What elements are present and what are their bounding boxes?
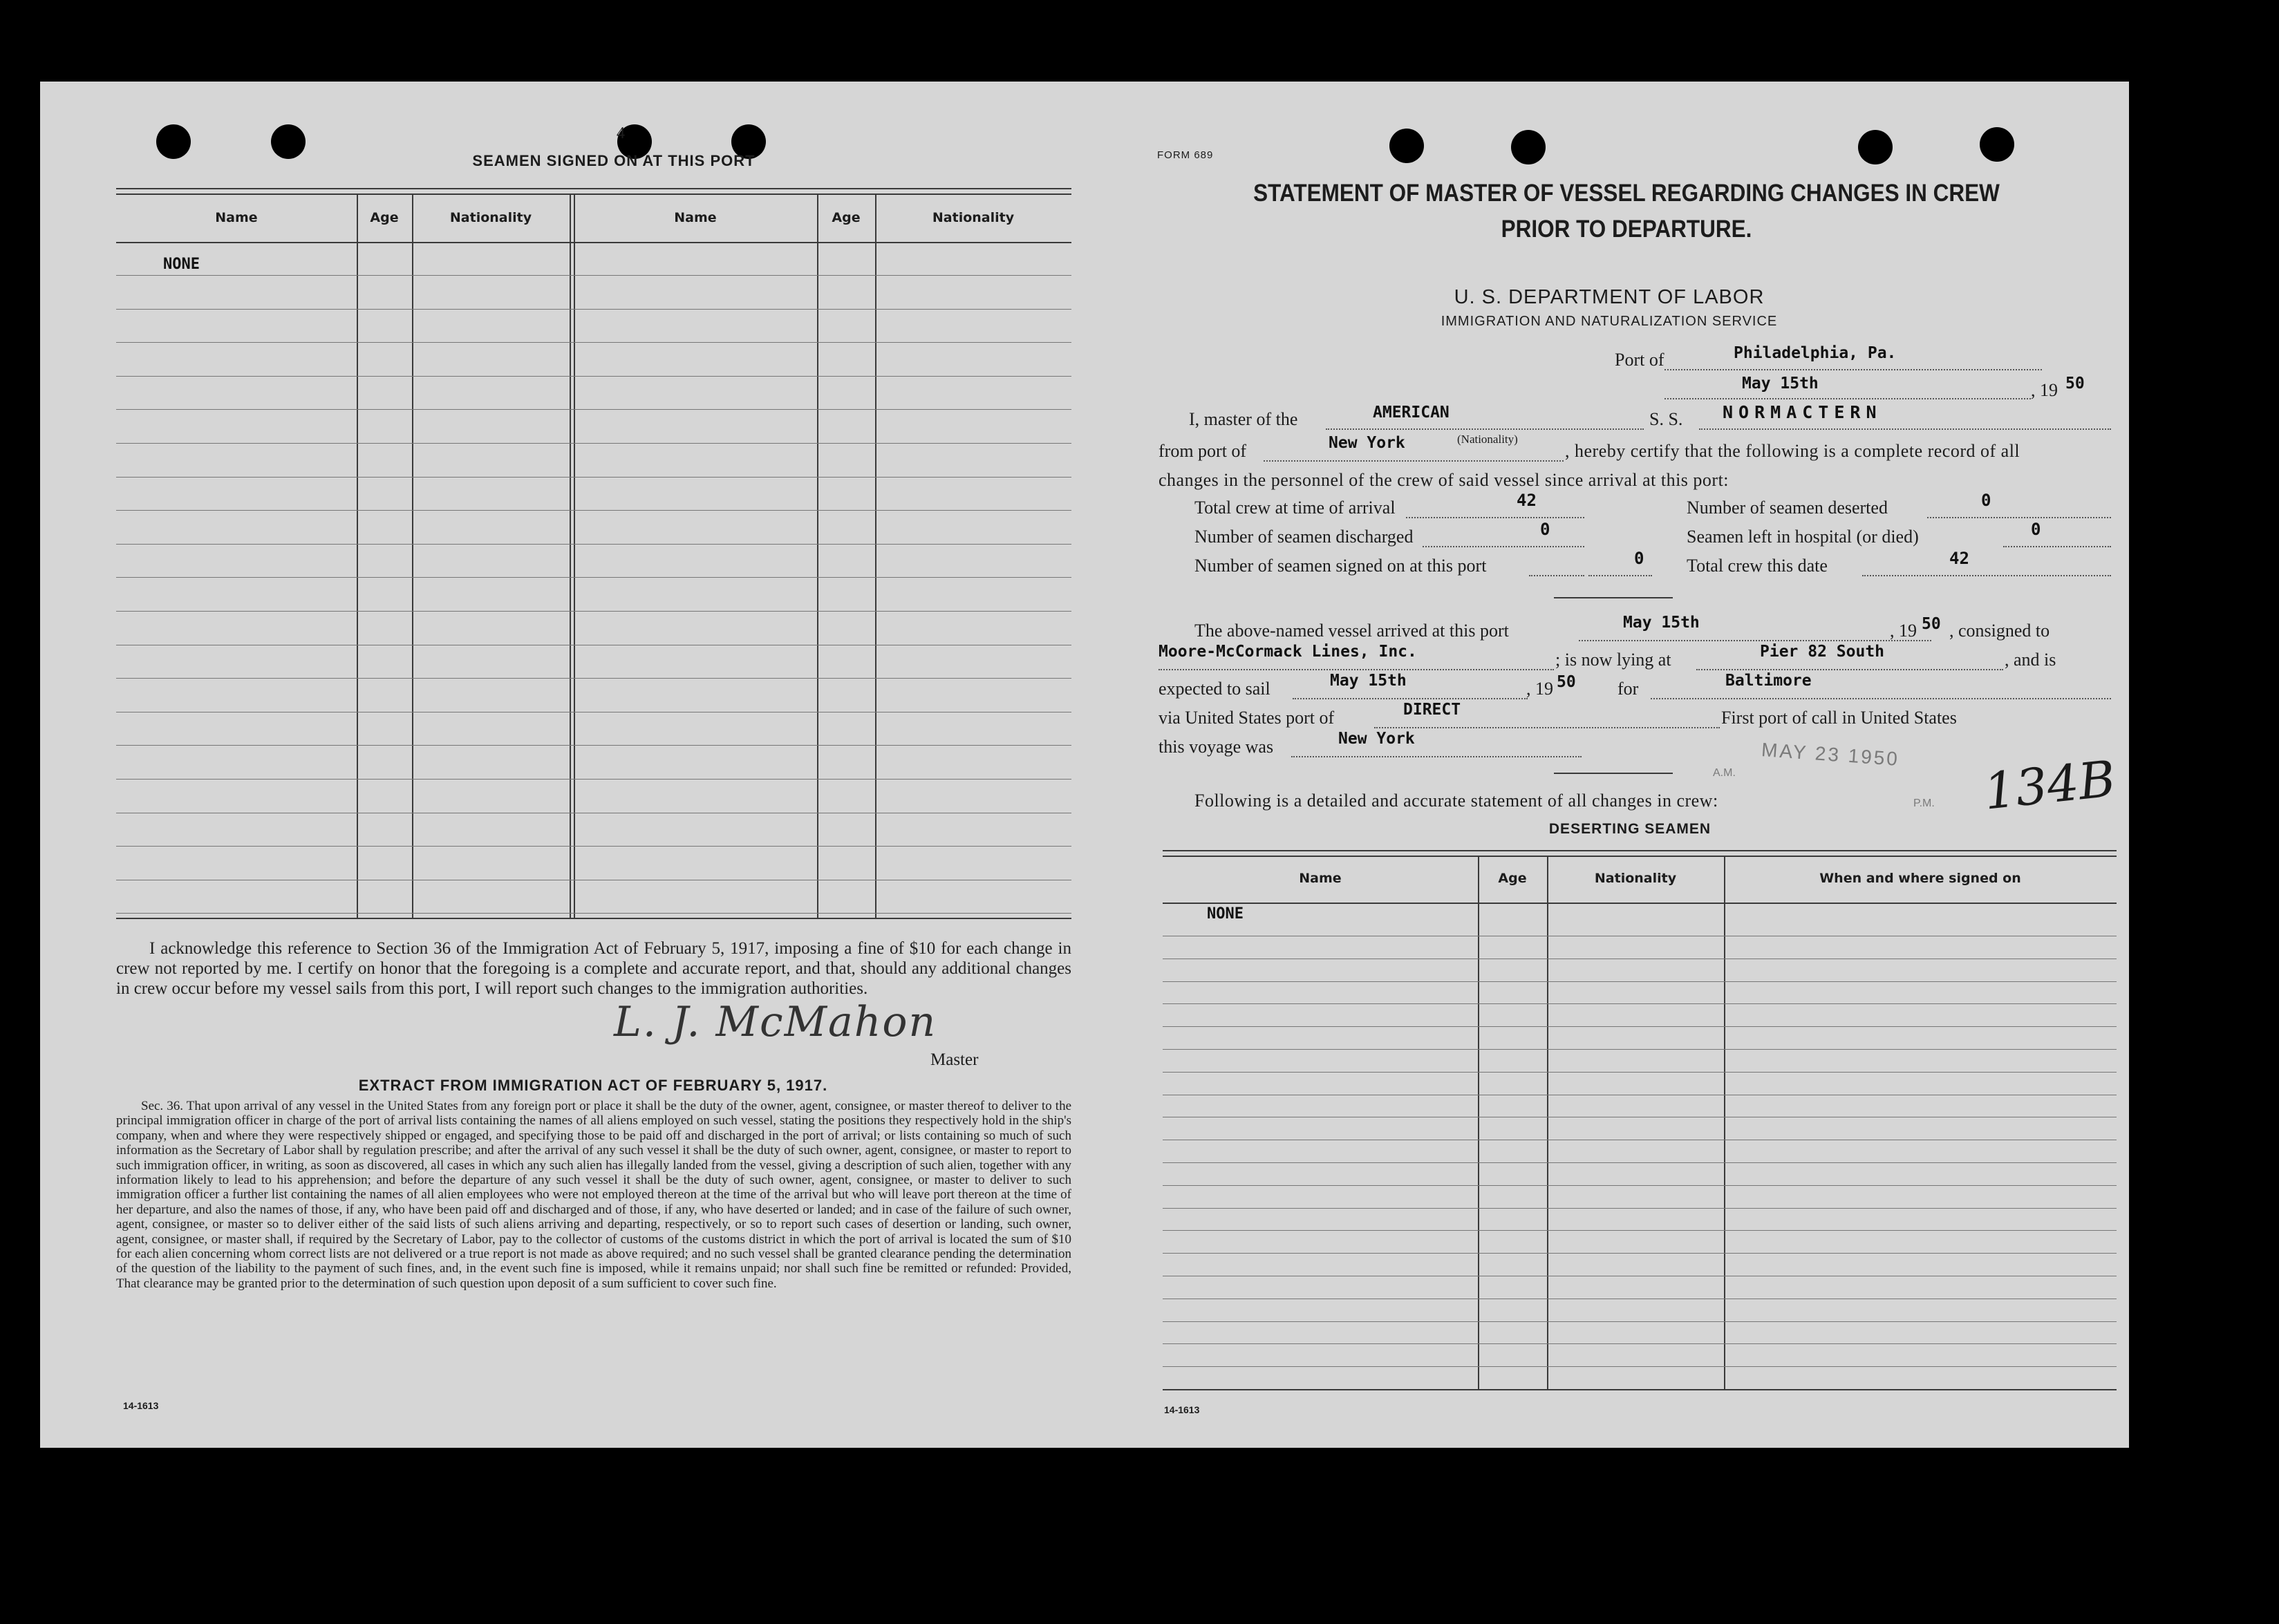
document-sheet [40,82,2129,1448]
department-name: U. S. DEPARTMENT OF LABOR [1454,286,1765,308]
punch-hole [1858,130,1893,164]
table-row-line [116,745,1071,746]
consigned-label: , consigned to [1949,621,2050,641]
table-row-line [116,611,1071,612]
master-label: Master [930,1050,979,1069]
via-value: DIRECT [1403,701,1461,719]
extract-text: Sec. 36. That upon arrival of any vessel in the United States from any foreign port or place it shall be the duty of the owner, agent, consignee, or master thereof to deliver to the principal immigration officer in charge of the port of arrival lists containing the names of all aliens employed on such vessel, stating the positions they respectively hold in the ship's company, when and where they were respectively shipped or engaged, and specifying those to be paid off and discharged in the port of arrival; or lists containing so much of such information as the Secretary of Labor shall by regulation prescribe; and after the arrival of any such vessel it shall be the duty of such owner, agent, consignee, or master to report to such immigration officer, in writing, as soon as discovered, all cases in which any such alien has illegally landed from the vessel, giving a description of such alien, together with any information likely to lead to his apprehension; and before the departure of any such vessel it shall be the duty of such owner, agent, consignee, or master to deliver to such immigration officer a further list containing the names of all alien employees who were not employed thereon at the time of the arrival but who will leave port thereon at the time of her departure, and also the names of those, if any, who have been paid off and discharged and of those, if any, who have deserted or landed; and in case of the failure of such owner, agent, consignee, or master so to deliver either of the said lists of such aliens arriving and departing, respectively, or so to report such cases of desertion or landing, such owner, agent, consignee, or master shall, if required by the Secretary of Labor, pay to the collector of customs of the customs district in which the port of arrival is located the sum of $10 for each alien concerning whom correct lists are not delivered or a true report is not made as above required; and no such vessel shall be granted clearance pending the determination of the question of the liability to the payment of such fines, and, in the event such fine is imposed, while it remains unpaid; nor shall such fine be remitted or refunded: Provided, That clearance may be granted prior to the determination of such question upon deposit of a sum sufficient to cover such fine. [116,1099,1071,1291]
arrived-year-value: 50 [1922,615,1941,633]
total-crew-arrival-value: 42 [1517,491,1537,510]
ship-name: NORMACTERN [1723,402,1882,422]
punch-hole [1389,129,1424,163]
punch-hole [271,124,306,159]
acknowledgement-text: I acknowledge this reference to Section 36 of the Immigration Act of February 5, 1917, imposing a fine of $10 for each change in crew not reported by me. I certify on honor that the foregoing is a complete and accurate report, and that, should any additional changes in crew occur before my vessel sails from this port, I will report such changes to the immigration authorities. [116,939,1071,998]
deserting-header-nationality: Nationality [1594,871,1677,886]
table-row-line [1163,1049,2117,1050]
table-row-line [116,477,1071,478]
table-row-line [116,275,1071,276]
discharged-value: 0 [1540,520,1550,539]
table-row-line [116,510,1071,511]
expected-value: May 15th [1330,672,1407,690]
master-signature: L. J. McMahon [614,998,937,1046]
column-header-nationality-2: Nationality [932,210,1015,225]
table-row-line [1163,1253,2117,1254]
stamp-date: MAY 23 1950 [1761,739,1900,770]
signed-on-label: Number of seamen signed on at this port [1194,556,1487,576]
table-row-line [116,443,1071,444]
hospital-value: 0 [2031,520,2041,539]
changes-text: changes in the personnel of the crew of said vessel since arrival at this port: [1159,470,1729,490]
deserting-entry: NONE [1207,905,1244,923]
punch-hole [156,124,191,159]
table-row-line [1163,981,2117,982]
table-row-line [116,376,1071,377]
service-name: IMMIGRATION AND NATURALIZATION SERVICE [1441,314,1778,329]
deserting-header-age: Age [1498,871,1527,886]
table-row-line [116,577,1071,578]
table-row-line [116,678,1071,679]
punch-hole [1511,130,1546,164]
deserted-value: 0 [1981,491,1991,510]
expected-year-value: 50 [1557,673,1576,691]
deserting-header-name: Name [1299,871,1342,886]
table-row-line [116,409,1071,410]
statement-title: STATEMENT OF MASTER OF VESSEL REGARDING CHANGES IN CREW [1253,180,2000,207]
column-header-name-2: Name [674,210,717,225]
total-crew-date-label: Total crew this date [1687,556,1828,576]
table-row-line [1163,1366,2117,1367]
year-value: 50 [2065,375,2085,393]
table-row-line [116,846,1071,847]
column-header-nationality: Nationality [449,210,532,225]
expected-label: expected to sail [1159,679,1270,699]
arrived-value: May 15th [1623,614,1700,632]
table-row-line [116,309,1071,310]
table-row-line [1163,1185,2117,1186]
and-is-label: , and is [2005,650,2056,670]
deserting-header-when-where: When and where signed on [1819,871,2021,886]
master-of-label: I, master of the [1189,409,1298,429]
lying-value: Pier 82 South [1760,643,1885,661]
nationality-label: (Nationality) [1457,433,1518,446]
arrived-label: The above-named vessel arrived at this port [1194,621,1509,641]
for-label: for [1617,679,1639,699]
table-row-line [1163,1208,2117,1209]
left-page-title: SEAMEN SIGNED ON AT THIS PORT [472,152,756,169]
signed-on-entry: NONE [163,256,200,273]
table-row-line [116,544,1071,545]
form-number: FORM 689 [1157,149,1214,161]
hospital-label: Seamen left in hospital (or died) [1687,527,1919,547]
port-label: Port of [1615,350,1664,370]
table-row-line [1163,1162,2117,1163]
stamp-am: A.M. [1713,767,1736,779]
discharged-label: Number of seamen discharged [1194,527,1414,547]
nationality-value: AMERICAN [1373,404,1450,422]
left-form-code: 14-1613 [123,1400,159,1411]
from-port-value: New York [1329,434,1405,452]
certify-text: , hereby certify that the following is a complete record of all [1565,441,2020,461]
from-port-label: from port of [1159,441,1247,461]
extract-title: EXTRACT FROM IMMIGRATION ACT OF FEBRUARY 5, 1917. [358,1077,828,1094]
column-header-age-2: Age [832,210,861,225]
signed-on-value: 0 [1634,549,1644,568]
via-label: via United States port of [1159,708,1335,728]
voyage-label: this voyage was [1159,737,1274,757]
stamp-pm: P.M. [1913,797,1935,809]
lying-label: ; is now lying at [1555,650,1671,670]
statement-subtitle: PRIOR TO DEPARTURE. [1501,216,1752,243]
table-row-line [1163,1003,2117,1004]
deserting-title: DESERTING SEAMEN [1548,821,1711,837]
following-text: Following is a detailed and accurate statement of all changes in crew: [1194,791,1718,811]
table-row-line [116,913,1071,914]
table-row-line [1163,1230,2117,1231]
total-crew-arrival-label: Total crew at time of arrival [1194,498,1396,518]
port-value: Philadelphia, Pa. [1734,344,1897,362]
date-value: May 15th [1742,375,1819,393]
table-row-line [1163,1026,2117,1027]
deserted-label: Number of seamen deserted [1687,498,1888,518]
table-row-line [1163,1343,2117,1344]
table-row-line [1163,1321,2117,1322]
total-crew-date-value: 42 [1949,549,1969,568]
page-number: 4 [617,124,625,142]
handwritten-number: 134B [1981,749,2119,821]
table-row-line [116,342,1071,343]
right-form-code: 14-1613 [1164,1404,1200,1415]
first-port-label: First port of call in United States [1721,708,1957,728]
column-header-name: Name [215,210,258,225]
for-value: Baltimore [1725,672,1812,690]
column-header-age: Age [370,210,399,225]
ss-label: S. S. [1649,409,1683,429]
year-prefix: , 19 [2031,380,2058,400]
table-row-line [1163,1072,2117,1073]
table-row-line [116,779,1071,780]
punch-hole [1980,127,2014,162]
voyage-value: New York [1338,730,1415,748]
consignee-value: Moore-McCormack Lines, Inc. [1159,643,1417,661]
arrived-year-prefix: , 19 [1890,621,1917,641]
expected-year-prefix: , 19 [1526,679,1553,699]
